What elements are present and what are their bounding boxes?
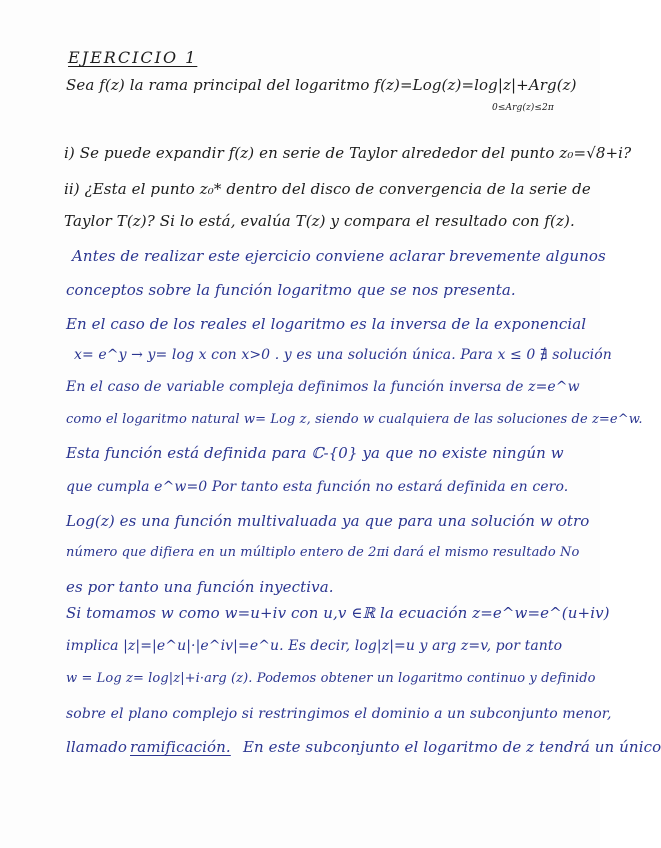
answer-line-4: x= e^y → y= log x con x>0 . y es una solución única. Para x ≤ 0 ∄ solución	[74, 347, 612, 363]
exercise-statement: Sea f(z) la rama principal del logaritmo f(z)=Log(z)=log|z|+Arg(z)	[66, 76, 577, 94]
answer-line-2: conceptos sobre la función logaritmo que se nos presenta.	[66, 281, 516, 299]
answer-line-8: que cumpla e^w=0 Por tanto esta función no estará definida en cero.	[66, 479, 569, 495]
answer-line-5: En el caso de variable compleja definimos la función inversa de z=e^w	[66, 379, 580, 395]
answer-line-15: sobre el plano complejo si restringimos el dominio a un subconjunto menor,	[66, 706, 612, 722]
exercise-title: EJERCICIO 1	[68, 48, 198, 67]
answer-line-16: llamado	[66, 738, 128, 756]
question-2-cont: Taylor T(z)? Si lo está, evalúa T(z) y compara el resultado con f(z).	[64, 212, 575, 230]
question-2: ii) ¿Esta el punto z₀* dentro del disco de convergencia de la serie de	[64, 180, 591, 198]
term-ramificacion: ramificación.	[130, 738, 231, 756]
answer-line-16-cont: En este subconjunto el logaritmo de z tendrá un único	[243, 738, 661, 756]
answer-line-12: Si tomamos w como w=u+iv con u,v ∈ℝ la ecuación z=e^w=e^(u+iv)	[66, 604, 610, 622]
answer-line-13: implica |z|=|e^u|·|e^iv|=e^u. Es decir, log|z|=u y arg z=v, por tanto	[66, 638, 563, 654]
arg-range: 0≤Arg(z)≤2π	[492, 103, 554, 113]
answer-line-10: número que difiera en un múltiplo entero de 2πi dará el mismo resultado No	[66, 545, 580, 560]
answer-line-9: Log(z) es una función multivaluada ya que para una solución w otro	[66, 512, 590, 530]
answer-line-11: es por tanto una función inyectiva.	[66, 578, 334, 596]
answer-line-7: Esta función está definida para ℂ-{0} ya que no existe ningún w	[66, 444, 564, 462]
answer-line-6: como el logaritmo natural w= Log z, siendo w cualquiera de las soluciones de z=e^w.	[66, 412, 643, 427]
answer-line-14: w = Log z= log|z|+i·arg (z). Podemos obtener un logaritmo continuo y definido	[66, 671, 596, 686]
answer-line-1: Antes de realizar este ejercicio conviene aclarar brevemente algunos	[72, 247, 606, 265]
question-1: i) Se puede expandir f(z) en serie de Taylor alrededor del punto z₀=√8+i?	[64, 144, 632, 162]
answer-line-3: En el caso de los reales el logaritmo es la inversa de la exponencial	[66, 315, 587, 333]
